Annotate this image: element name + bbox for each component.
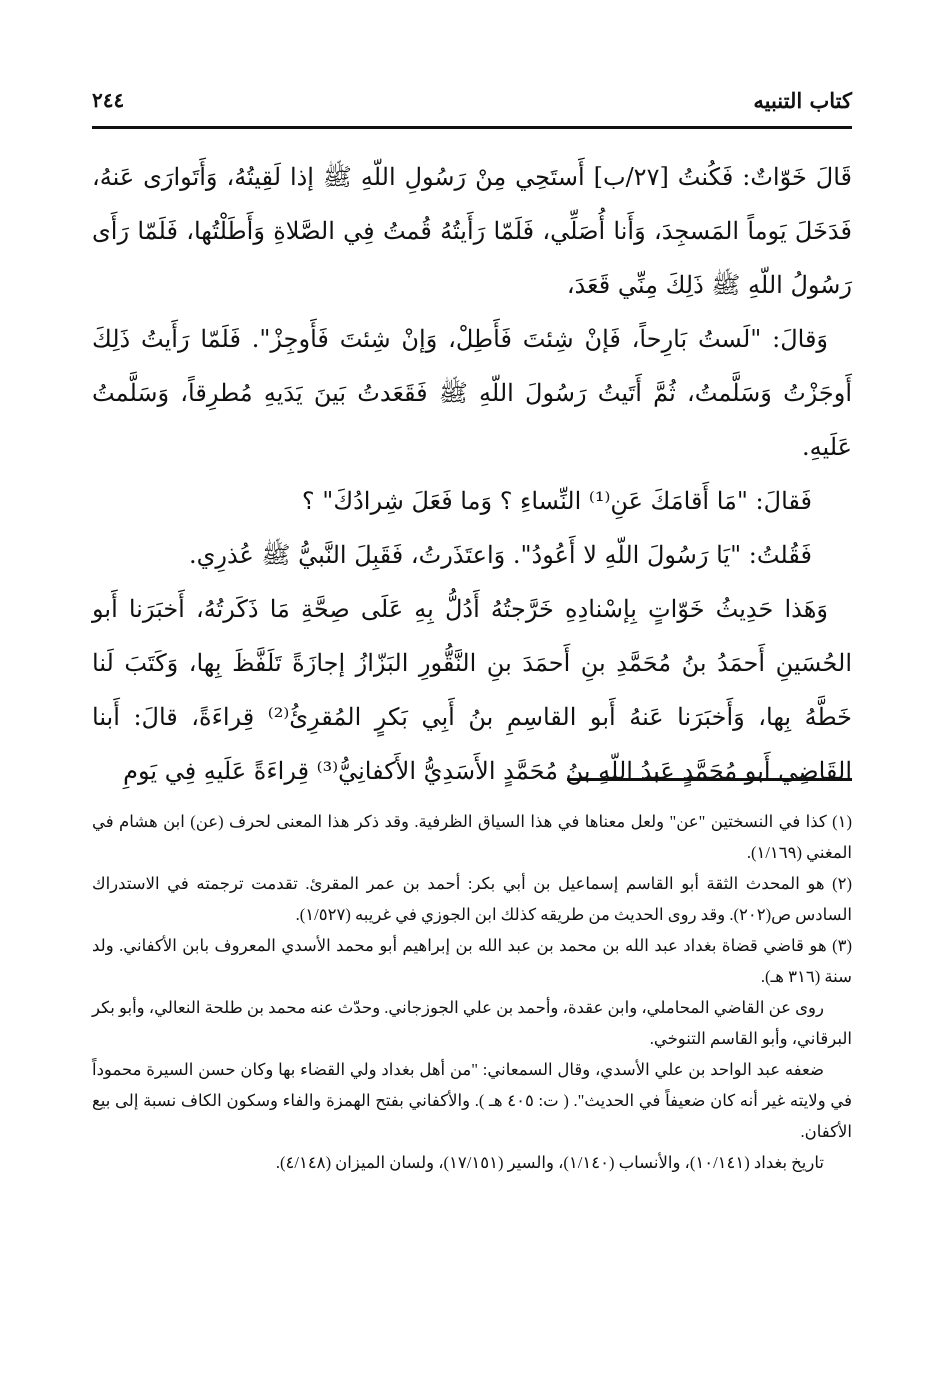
- header-rule: [92, 126, 852, 129]
- paragraph: وَهَذا حَدِيثُ خَوّاتٍ بِإسْنادِهِ خَرَّجتُهُ أَدُلُّ بِهِ عَلَى صِحَّةِ مَا ذَكَرتُهُ، أَخبَرَنا أَبو الحُسَينِ أَحمَدُ بنُ مُحَمَّدِ بنِ أَحمَدَ بنِ النَّقُّورِ البَزّازُ إجازَةً تَلَفَّظَ بِها، وَكَتَبَ لَنا خَطَّهُ بِها، وَأَخبَرَنا عَنهُ أَبو القاسِمِ بنُ أَبِي بَكرٍ المُقرِئُ⁽²⁾ قِراءَةً، قالَ: أَبنا القَاضِي أَبو مُحَمَّدٍ عَبدُ اللّهِ بنُ مُحَمَّدٍ الأَسَدِيُّ الأَكفانِيُّ⁽³⁾ قِراءَةً عَلَيهِ فِي يَومِ: [92, 595, 852, 785]
- footnote-separator: [567, 778, 852, 781]
- book-title: كتاب التنبيه: [753, 88, 852, 113]
- paragraph: فَقالَ: "مَا أَقامَكَ عَنِ⁽¹⁾ النِّساءِ ؟ وَما فَعَلَ شِرادُكَ" ؟: [301, 487, 812, 515]
- paragraph: قَالَ خَوّاتٌ: فَكُنتُ [٢٧/ب] أَستَحِي مِنْ رَسُولِ اللّهِ ﷺ إذا لَقِيتُهُ، وَأَتَوارَى عَنهُ، فَدَخَلَ يَوماً المَسجِدَ، وَأَنا أُصَلِّي، فَلَمّا رَأَيتُهُ قُمتُ فِي الصَّلاةِ وَأَطَلْتُها، فَلَمّا رَأَى رَسُولُ اللّهِ ﷺ ذَلِكَ مِنِّي قَعَدَ،: [92, 163, 852, 299]
- footnote: (١) كذا في النسختين "عن" ولعل معناها في هذا السياق الظرفية. وقد ذكر هذا المعنى لحرف (عن) ابن هشام في المغني (١/١٦٩).: [92, 812, 852, 862]
- footnote-continuation: تاريخ بغداد (١٠/١٤١)، والأنساب (١/١٤٠)، والسير (١٧/١٥١)، ولسان الميزان (٤/١٤٨).: [275, 1153, 824, 1172]
- paragraph: فَقُلتُ: "يَا رَسُولَ اللّهِ لا أَعُودُ". وَاعتَذَرتُ، فَقَبِلَ النَّبيُّ ﷺ عُذرِي.: [188, 541, 812, 569]
- footnote-continuation: روى عن القاضي المحاملي، وابن عقدة، وأحمد بن علي الجوزجاني. وحدّث عنه محمد بن طلحة النعالي، وأبو بكر البرقاني، وأبو القاسم التنوخي.: [92, 998, 852, 1048]
- footnote: (٣) هو قاضي قضاة بغداد عبد الله بن محمد بن عبد الله بن إبراهيم أبو محمد الأسدي المعروف بابن الأكفاني. ولد سنة (٣١٦ هـ).: [92, 936, 852, 986]
- paragraph: وَقالَ: "لَستُ بَارِحاً، فَإنْ شِئتَ فَأَطِلْ، وَإنْ شِئتَ فَأَوجِزْ". فَلَمّا رَأَيتُ ذَلِكَ أَوجَزْتُ وَسَلَّمتُ، ثُمَّ أَتَيتُ رَسُولَ اللّهِ ﷺ فَقَعَدتُ بَينَ يَدَيهِ مُطرِقاً، وَسَلَّمتُ عَلَيهِ.: [92, 325, 852, 461]
- running-header: [92, 88, 852, 120]
- footnotes: [92, 806, 852, 1178]
- page-number: ٢٤٤: [92, 88, 125, 112]
- footnote-continuation: ضعفه عبد الواحد بن علي الأسدي، وقال السمعاني: "من أهل بغداد ولي القضاء بها وكان حسن السيرة محموداً في ولايته غير أنه كان ضعيفاً في الحديث". ( ت: ٤٠٥ هـ ). والأكفاني بفتح الهمزة والفاء وسكون الكاف نسبة إلى بيع الأكفان.: [92, 1060, 852, 1141]
- footnote: (٢) هو المحدث الثقة أبو القاسم إسماعيل بن أبي بكر: أحمد بن عمر المقرئ. تقدمت ترجمته في الاستدراك السادس ص(٢٠٢). وقد روى الحديث من طريقه كذلك ابن الجوزي في غريبه (١/٥٢٧).: [92, 874, 852, 924]
- main-text: [92, 150, 852, 798]
